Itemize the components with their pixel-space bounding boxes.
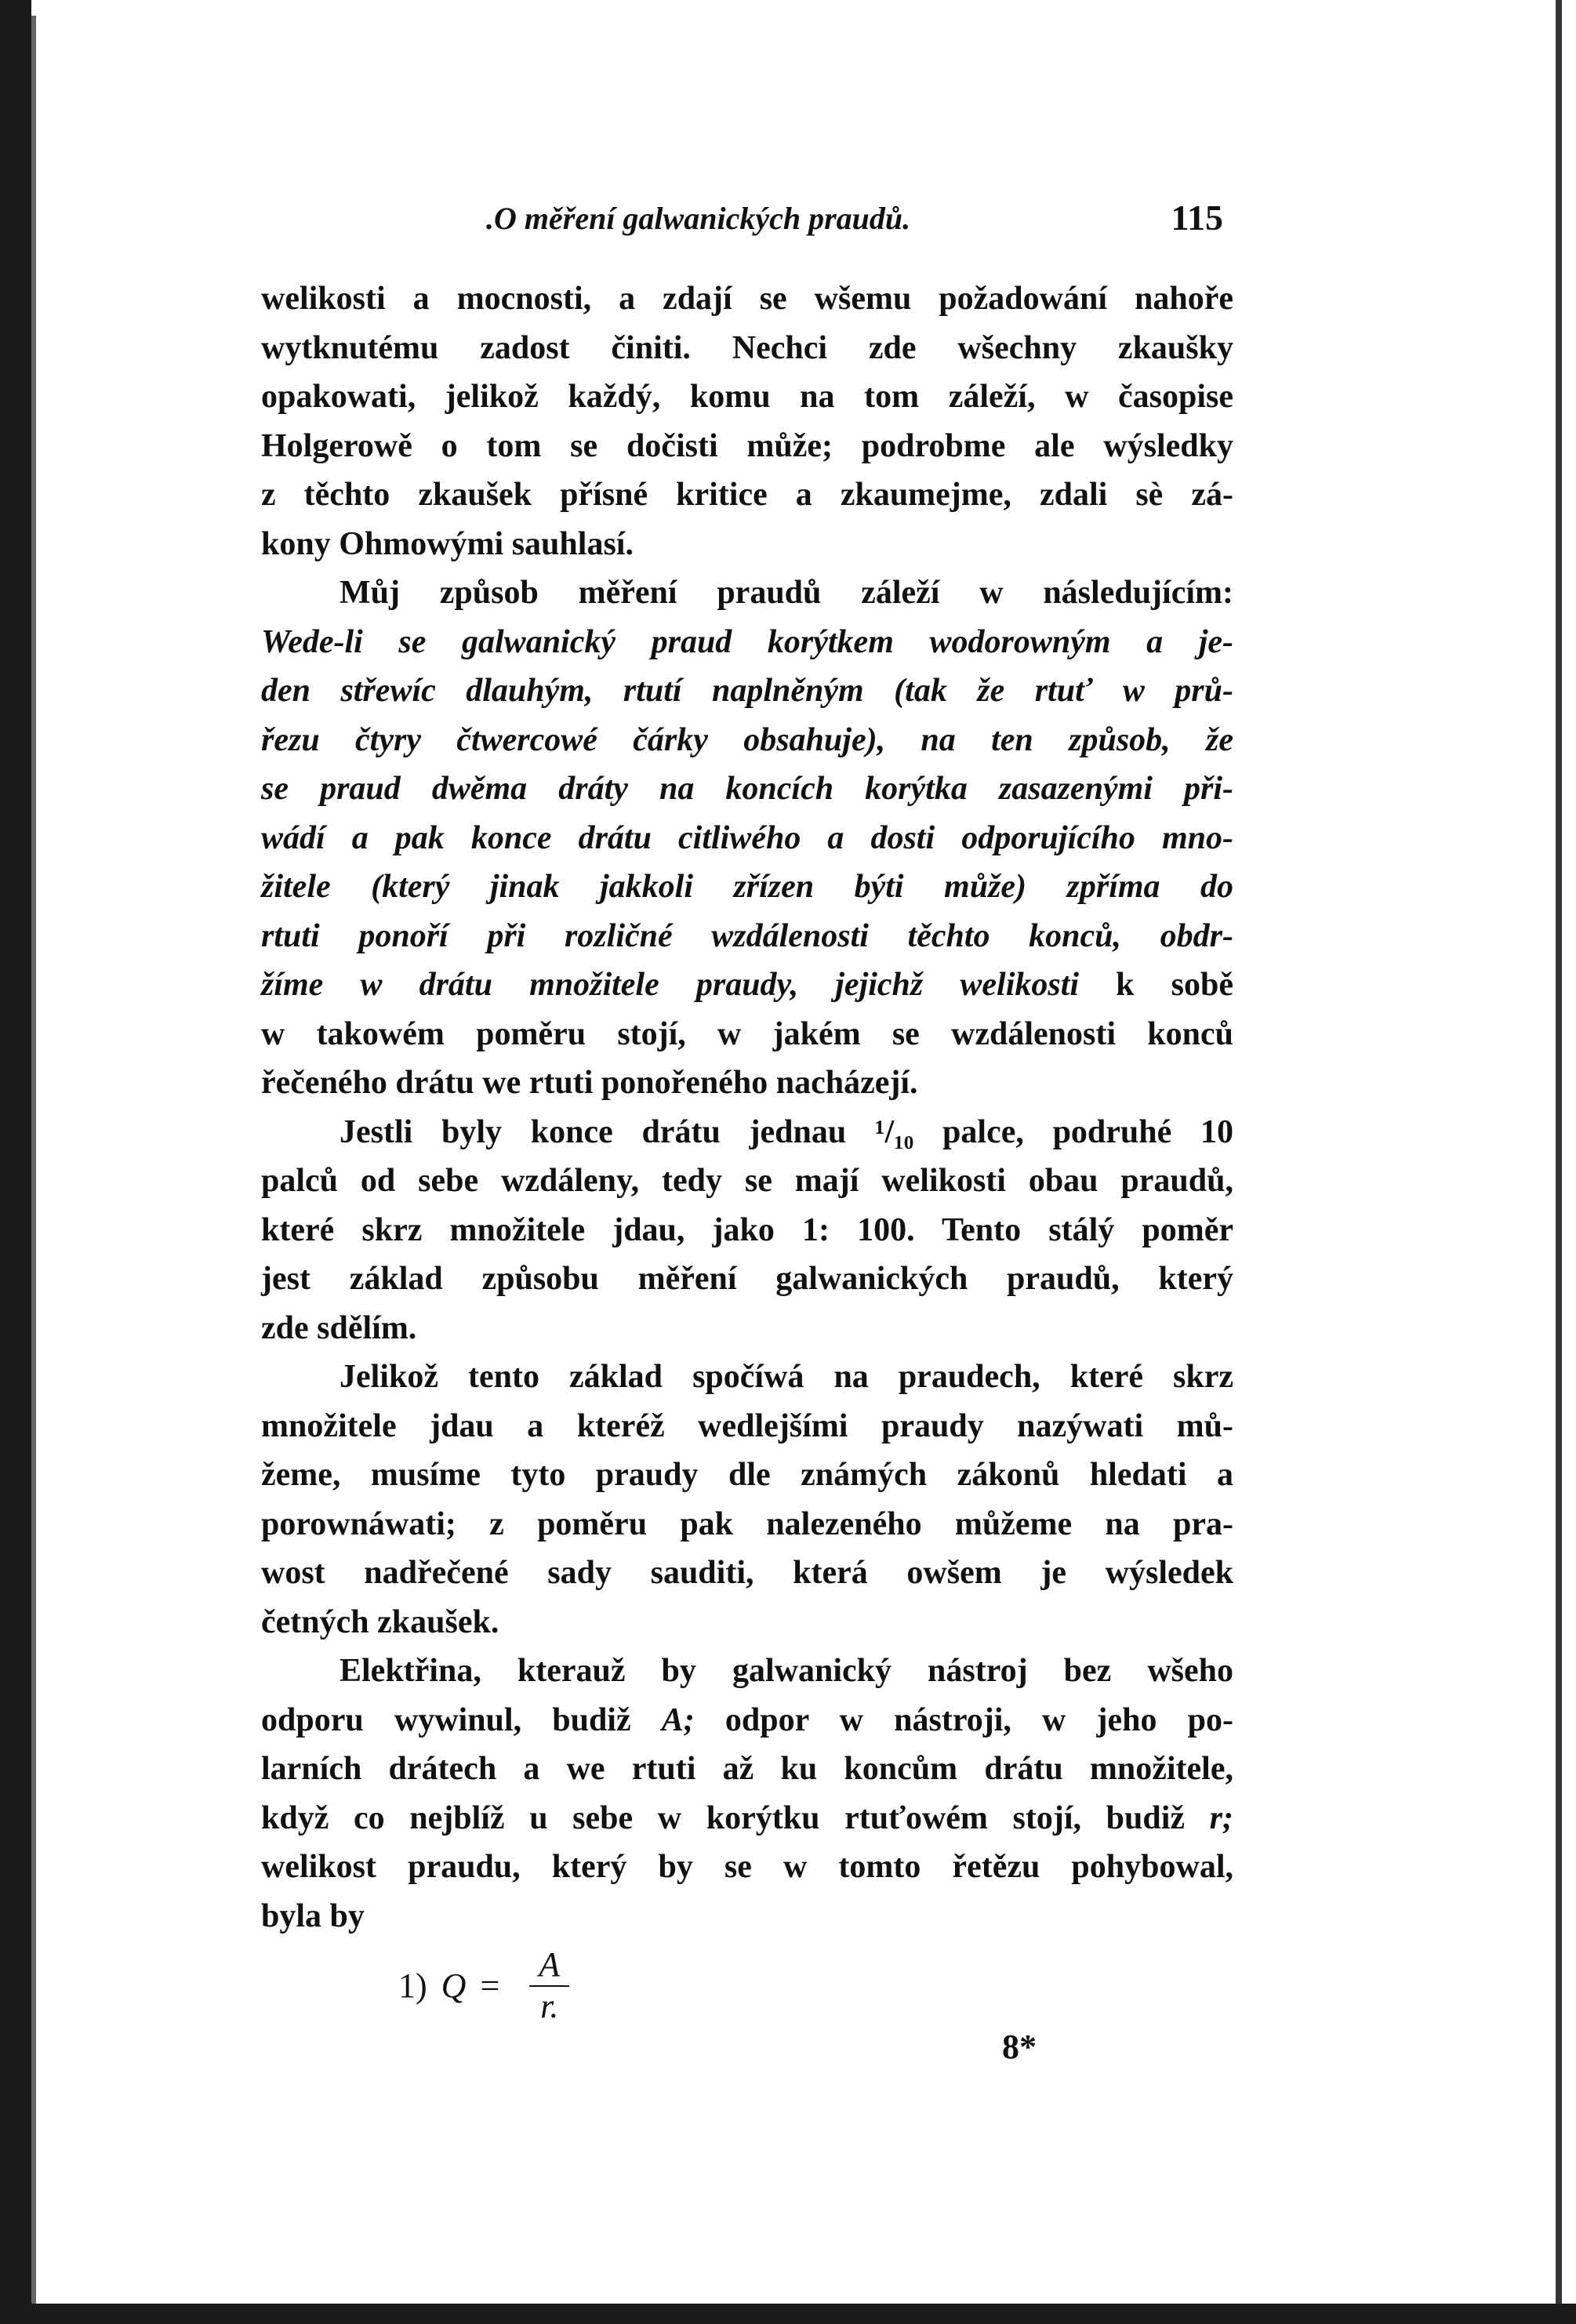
text: welikost praudu, který by se w tomto řetězu pohybowal, [261,1849,1233,1885]
italic-text: den střewíc dlauhým, rtutí naplněným (tak že rtuť w prů- [261,673,1233,709]
text-line [261,764,1233,814]
text-line [261,1598,1233,1647]
text-line [261,1843,1233,1892]
text: zde sdělím. [261,1309,417,1346]
text-line [261,1353,1233,1402]
italic-text: wádí a pak konce drátu citliwého a dosti odporujícího mno- [261,819,1233,856]
paragraph [261,1353,1233,1647]
text-line [261,422,1233,471]
text-line [261,1500,1233,1549]
text: wytknutému zadost činiti. Nechci zde wšechny zkaušky [261,329,1233,366]
text-line [261,1892,1233,1941]
text: jest základ způsobu měření galwanických praudů, který [261,1261,1233,1297]
formula-equals: = [480,1966,500,2005]
paragraph [261,568,1233,1108]
text-line [261,1451,1233,1500]
text-line [261,618,1233,667]
text-line [261,1745,1233,1794]
formula-label: 1) [398,1966,427,2005]
italic-text: rtuti ponoří při rozličné wzdálenosti těchto konců, obdr- [261,917,1233,954]
italic-text: řezu čtyry čtwercowé čárky obsahuje), na ten způsob, že [261,721,1233,758]
formula-denominator: r. [540,1987,559,2025]
paragraph [261,274,1233,568]
page-number: 115 [1171,198,1223,238]
text-line [261,862,1233,912]
text-line [261,1549,1233,1598]
text: kony Ohmowými sauhlasí. [261,525,634,562]
formula [398,1945,569,2026]
text: Můj způsob měření praudů záleží w následujícím: [340,575,1233,611]
italic-text: žitele (který jinak jakkoli zřízen býti může) zpříma do [261,869,1233,905]
text-line [261,666,1233,716]
text-line [261,1010,1233,1059]
text: řečeného drátu we rtuti ponořeného nacházejí. [261,1065,918,1101]
text: porownáwati; z poměru pak nalezeného můžeme na pra- [261,1505,1233,1542]
text: když co nejblíž u sebe w korýtku rtuťowém stojí, budiž [261,1799,1210,1836]
formula-lhs: Q [441,1966,467,2005]
text-line [261,1304,1233,1353]
text: larních drátech a we rtuti až ku koncům drátu množitele, [261,1751,1233,1787]
text: Jestli byly konce drátu jednau ¹/₁₀ palce, podruhé 10 [340,1113,1233,1150]
text: w takowém poměru stojí, w jakém se wzdálenosti konců [261,1015,1233,1052]
text-line [261,568,1233,618]
signature-mark: 8* [1002,2028,1037,2066]
scan-edge-bottom [0,2304,1576,2324]
text-line [261,1696,1233,1745]
paragraph [261,1647,1233,1941]
text: k sobě [1079,967,1234,1003]
text-line [261,960,1233,1010]
text: Elektřina, kterauž by galwanický nástroj bez wšeho [340,1653,1233,1689]
text: množitele jdau a kteréž wedlejšími praudy nazýwati mů- [261,1407,1233,1444]
text-line [261,1794,1233,1843]
paragraph [261,1108,1233,1353]
page-header [486,200,1223,247]
scan-edge-left [0,0,31,2324]
text: které skrz množitele jdau, jako 1: 100. Tento stálý poměr [261,1211,1233,1248]
text-line [261,470,1233,520]
text: welikosti a mocnosti, a zdají se wšemu požadowání nahoře [261,281,1233,317]
text-line [261,520,1233,569]
italic-text: Wede-li se galwanický praud korýtkem wodorowným a je- [261,623,1233,660]
text: palců od sebe wzdáleny, tedy se mají welikosti obau praudů, [261,1163,1233,1199]
text: odpor w nástroji, w jeho po- [694,1701,1233,1738]
italic-text: žíme w drátu množitele praudy, jejichž welikosti [261,967,1080,1003]
formula-fraction [529,1945,569,2026]
text-line [261,716,1233,765]
text: žeme, musíme tyto praudy dle známých zákonů hledati a [261,1457,1233,1493]
text: odporu wywinul, budiž [261,1701,662,1738]
italic-text: A; [661,1701,695,1738]
text-line [261,814,1233,863]
text: četných zkaušek. [261,1603,499,1640]
text: opakowati, jelikož každý, komu na tom záleží, w časopise [261,379,1233,415]
scan-edge-right [1556,0,1562,2324]
text-line [261,1108,1233,1157]
running-title: .O měření galwanických praudů. [486,201,911,236]
italic-text: se praud dwěma dráty na koncích korýtka zasazenými při- [261,771,1233,807]
text-line [261,912,1233,961]
italic-text: r; [1209,1799,1233,1836]
text: byla by [261,1897,365,1934]
text-line [261,372,1233,422]
text-line [261,1402,1233,1451]
text-line [261,1255,1233,1304]
text: z těchto zkaušek přísné kritice a zkaumejme, zdali sè zá- [261,477,1233,513]
text-line [261,1157,1233,1206]
scan-edge-left-inner [31,16,36,2305]
text-line [261,1059,1233,1108]
text-line [261,1206,1233,1255]
text: wost nadřečené sady sauditi, která owšem je wýsledek [261,1555,1233,1591]
text-line [261,1647,1233,1696]
text-line [261,324,1233,373]
formula-numerator: A [529,1945,569,1987]
text-line [261,274,1233,324]
body-text [261,274,1233,1941]
text: Holgerowě o tom se dočisti může; podrobme ale wýsledky [261,427,1233,464]
text: Jelikož tento základ spočíwá na praudech, které skrz [340,1359,1233,1395]
